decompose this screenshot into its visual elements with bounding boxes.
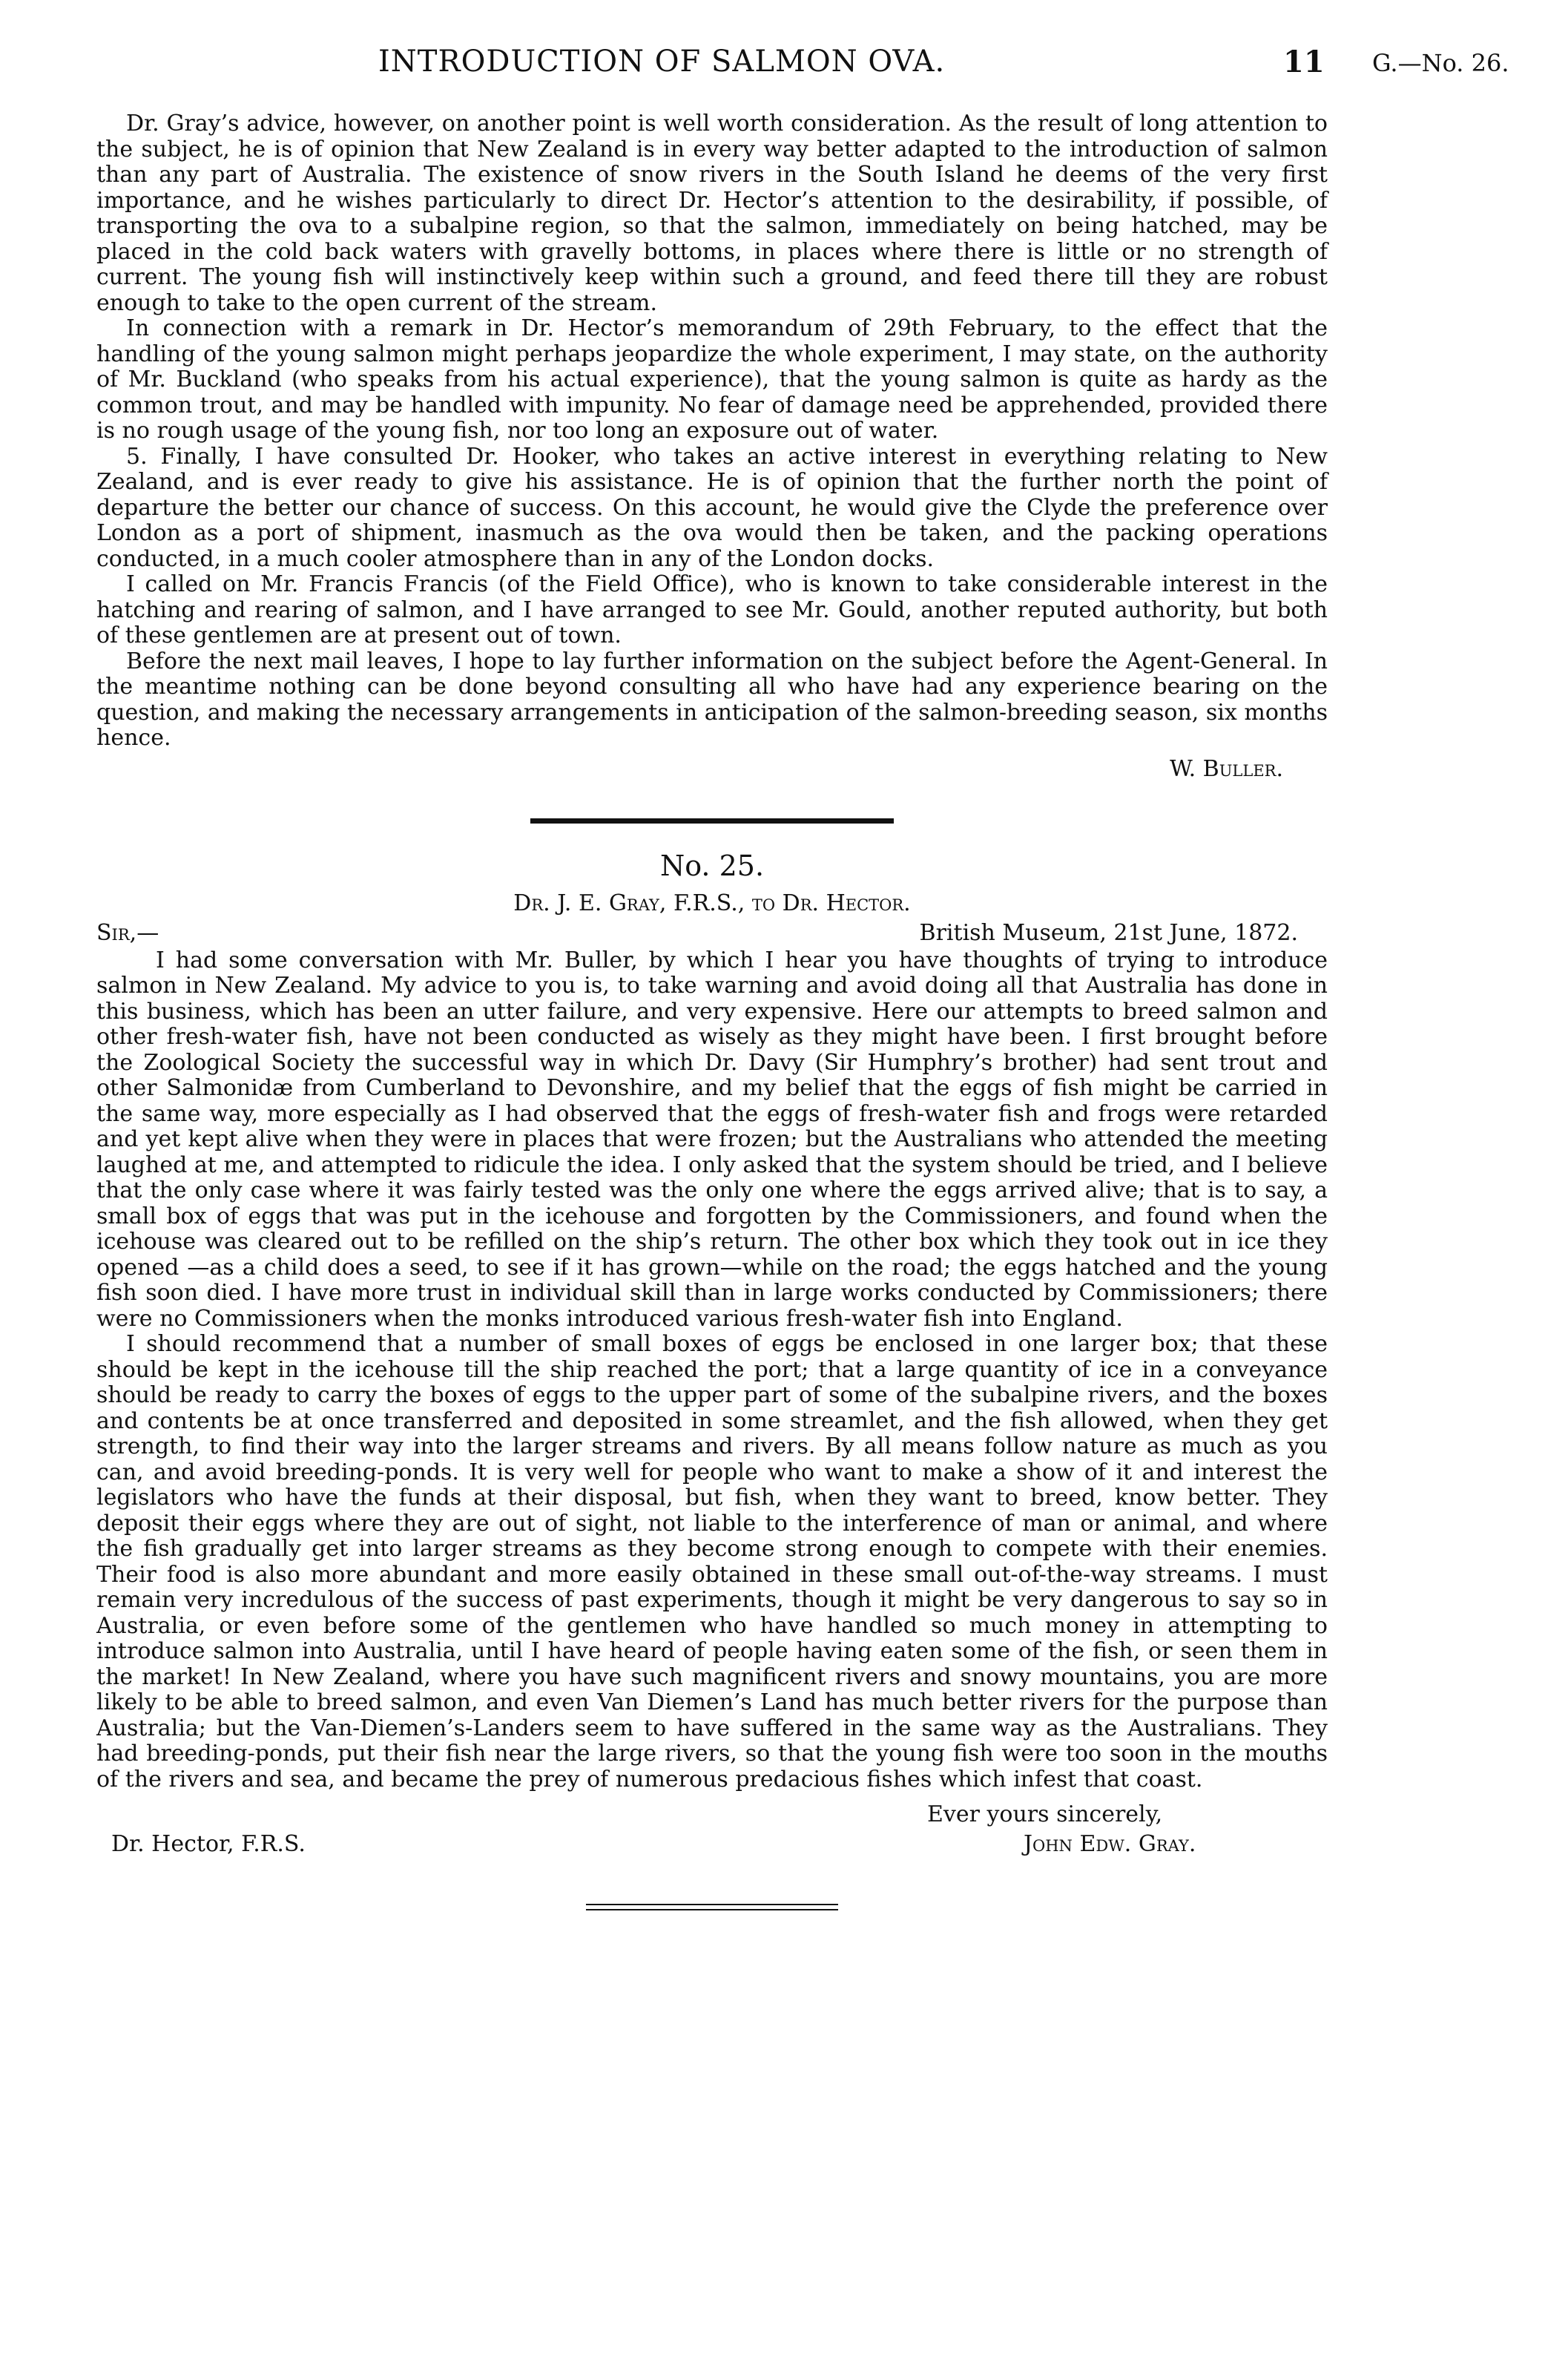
addressee: Dr. Hector, F.R.S.	[111, 1831, 306, 1857]
letter-number: No. 25.	[659, 849, 765, 882]
signature-gray: John Edw. Gray.	[1024, 1831, 1196, 1857]
section-divider	[530, 818, 894, 824]
document-page	[96, 45, 1509, 1910]
end-divider	[586, 1904, 838, 1910]
signature-buller: W. Buller.	[1170, 755, 1283, 782]
paragraph: I should recommend that a number of small boxes of eggs be enclosed in one larger box; that these should be kept in the icehouse till the ship reached the port; that a large quantity of ice in a conveyance should be ready to carry the boxes of eggs to the upper part of some of the subalpine rivers, and the boxes and contents be at once transferred and deposited in some streamlet, and the fish allowed, when they get strength, to find their way into the larger streams and rivers. By all means follow nature as much as you can, and avoid breeding-ponds. It is very well for people who want to make a show of it and interest the legislators who have the funds at their disposal, but fish, when they want to breed, know better. They deposit their eggs where they are out of sight, not liable to the interference of man or animal, and where the fish gradually get into larger streams as they become strong enough to compete with their enemies. Their food is also more abundant and more easily obtained in these small out-of-the-way streams. I must remain very incredulous of the success of past experiments, though it might be very dangerous to say so in Australia, or even before some of the gentlemen who have handled so much money in attempting to introduce salmon into Australia, until I have heard of people having eaten some of the fish, or seen them in the market! In New Zealand, where you have such magnificent rivers and snowy mountains, you are more likely to be able to breed salmon, and even Van Diemen’s Land has much better rivers for the purpose than Australia; but the Van-Diemen’s-Landers seem to have suffered in the same way as the Australians. They had breeding-ponds, put their fish near the large rivers, so that the young fish were too soon in the mouths of the rivers and sea, and became the prey of numerous predacious fishes which infest that coast.	[96, 1331, 1328, 1792]
paragraph: I had some conversation with Mr. Buller, by which I hear you have thoughts of trying to introduce salmon in New Zealand. My advice to you is, to take warning and avoid doing all that Australia has done in this business, which has been an utter failure, and very expensive. Here our attempts to breed salmon and other fresh-water fish, have not been conducted as wisely as they might have been. I first brought before the Zoological Society the successful way in which Dr. Davy (Sir Humphry’s brother) had sent trout and other Salmonidæ from Cumberland to Devonshire, and my belief that the eggs of fish might be carried in the same way, more especially as I had observed that the eggs of fresh-water fish and frogs were retarded and yet kept alive when they were in places that were frozen; but the Australians who attended the meeting laughed at me, and attempted to ridicule the idea. I only asked that the system should be tried, and I believe that the only case where it was fairly tested was the only one where the eggs arrived alive; that is to say, a small box of eggs that was put in the icehouse and forgotten by the Commissioners, and found when the icehouse was cleared out to be refilled on the ship’s return. The other box which they took out in ice they opened —as a child does a seed, to see if it has grown—while on the road; the eggs hatched and the young fish soon died. I have more trust in individual skill than in large works conducted by Commissioners; there were no Commissioners when the monks introduced various fresh-water fish into England.	[96, 947, 1328, 1332]
closing: Ever yours sincerely,	[927, 1801, 1163, 1827]
salutation: Sir,—	[96, 919, 159, 946]
paragraph: I called on Mr. Francis Francis (of the Field Office), who is known to take considerable interest in the hatching and rearing of salmon, and I have arranged to see Mr. Gould, another reputed authority, but both of these gentlemen are at present out of town.	[96, 571, 1328, 648]
paragraph: Before the next mail leaves, I hope to lay further information on the subject before the Agent-General. In the meantime nothing can be done beyond consulting all who have had any experience bearing on the question, and making the necessary arrangements in anticipation of the salmon-breeding season, six months hence.	[96, 648, 1328, 751]
salutation-row	[96, 919, 1328, 948]
closing-block	[96, 1800, 1328, 1867]
running-header	[96, 45, 1509, 111]
page-title: INTRODUCTION OF SALMON OVA.	[378, 45, 946, 79]
paragraph: Dr. Gray’s advice, however, on another point is well worth consideration. As the result of long attention to the subject, he is of opinion that New Zealand is in every way better adapted to the introduction of salmon than any part of Australia. The existence of snow rivers in the South Island he deems of the very first importance, and he wishes particularly to direct Dr. Hector’s attention to the desirability, if possible, of transporting the ova to a subalpine region, so that the salmon, immediately on being hatched, may be placed in the cold back waters with gravelly bottoms, in places where there is little or no strength of current. The young fish will instinctively keep within such a ground, and feed there till they are robust enough to take to the open current of the stream.	[96, 111, 1328, 316]
paragraph: In connection with a remark in Dr. Hector’s memorandum of 29th February, to the effect that the handling of the young salmon might perhaps jeopardize the whole experiment, I may state, on the authority of Mr. Buckland (who speaks from his actual experience), that the young salmon is quite as hardy as the common trout, and may be handled with impunity. No fear of damage need be apprehended, provided there is no rough usage of the young fish, nor too long an exposure out of water.	[96, 315, 1328, 444]
letter-gray	[96, 849, 1328, 1867]
letter-buller	[96, 111, 1328, 784]
page-number: 11	[1283, 45, 1325, 79]
document-reference: G.—No. 26.	[1372, 49, 1509, 77]
paragraph: 5. Finally, I have consulted Dr. Hooker, who takes an active interest in everything relating to New Zealand, and is ever ready to give his assistance. He is of opinion that the further north the point of departure the better our chance of success. On this account, he would give the Clyde the preference over London as a port of shipment, inasmuch as the ova would then be taken, and the packing operations conducted, in a much cooler atmosphere than in any of the London docks.	[96, 443, 1328, 572]
letter-correspondents: Dr. J. E. Gray, F.R.S., to Dr. Hector.	[513, 890, 911, 916]
place-date: British Museum, 21st June, 1872.	[919, 919, 1298, 946]
